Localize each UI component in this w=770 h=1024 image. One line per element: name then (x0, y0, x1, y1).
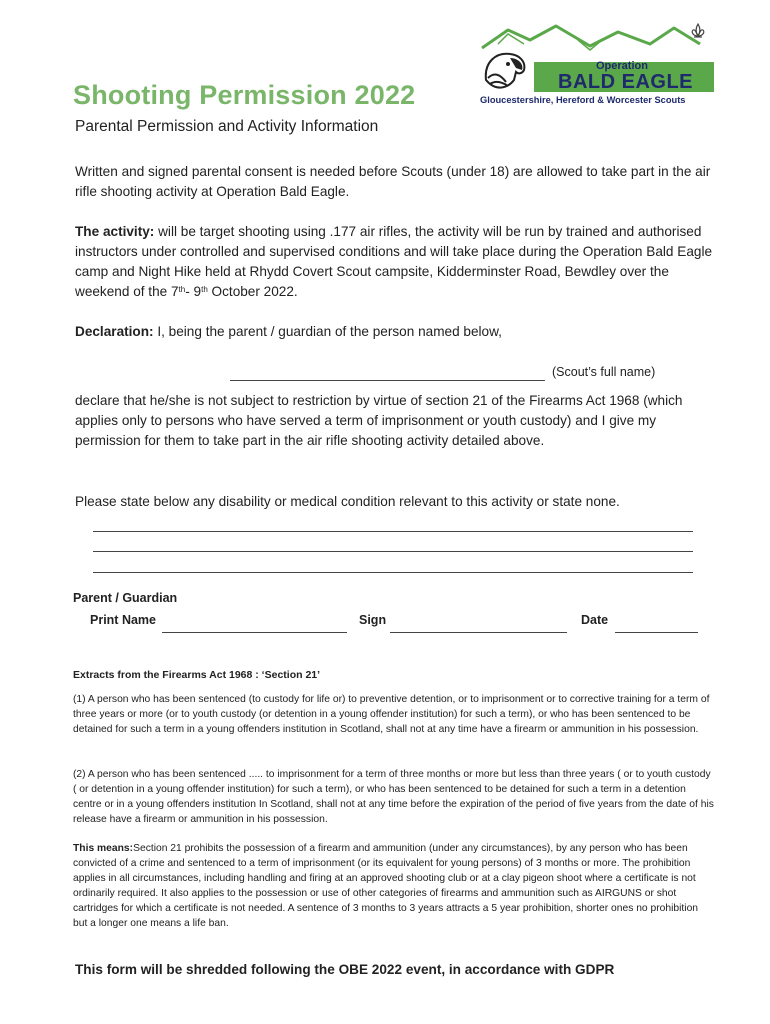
guardian-heading: Parent / Guardian (73, 591, 178, 605)
logo-operation-text: Operation (596, 60, 648, 72)
scout-name-hint: (Scout’s full name) (552, 365, 656, 379)
this-means-paragraph (73, 841, 715, 931)
this-means-text: Section 21 prohibits the possession of a firearm and ammunition (under any circumstances), by any person who has been convicted of a crime and sentenced to a term of imprisonment (or its equivalent for young persons) of 3 months or more. The prohibition applies in all circumstances, including handling and firing at an approved shooting club or at a clay pigeon shoot where a certificate is not ordinarily required. It also applies to the possession or use of other categories of firearms and ammunition such as AIRGUNS or shot cartridges for which a certificate is not needed. A sentence of 3 months to 3 years attracts a 5 year prohibition, shorter ones no prohibition but a longer one means a life ban. (73, 843, 699, 929)
scout-name-field[interactable] (230, 380, 545, 381)
activity-sup-2: th (201, 285, 208, 294)
logo-name-text: BALD EAGLE (558, 71, 693, 93)
logo-region-text: Gloucestershire, Hereford & Worcester Scouts (480, 95, 686, 105)
operation-bald-eagle-logo (478, 22, 718, 108)
activity-text-c: October 2022. (207, 284, 298, 299)
declaration-lead: Declaration: (75, 324, 154, 339)
print-name-field[interactable] (162, 632, 347, 633)
page-subtitle: Parental Permission and Activity Information (75, 118, 379, 135)
date-field[interactable] (615, 632, 698, 633)
date-label: Date (581, 613, 609, 627)
print-name-label: Print Name (90, 613, 156, 627)
medical-line-2[interactable] (93, 551, 693, 552)
medical-prompt: Please state below any disability or medical condition relevant to this activity or state none. (75, 494, 620, 509)
medical-line-3[interactable] (93, 572, 693, 573)
activity-lead: The activity: (75, 224, 155, 239)
medical-line-1[interactable] (93, 531, 693, 532)
declaration-line (75, 322, 725, 342)
activity-text-a: will be target shooting using .177 air rifles, the activity will be run by trained and authorised instructors under controlled and supervised conditions and will take place during the Operation Bald Eagle camp and Night Hike held at Rhydd Covert Scout campsite, Kidderminster Road, Bewdley over the weekend of the 7 (75, 224, 713, 299)
eagle-head-icon (486, 54, 525, 88)
fleur-de-lis-icon (692, 24, 704, 37)
sign-label: Sign (359, 613, 387, 627)
this-means-lead: This means: (73, 843, 134, 854)
intro-paragraph: Written and signed parental consent is needed before Scouts (under 18) are allowed to take part in the air rifle shooting activity at Operation Bald Eagle. (75, 164, 711, 199)
gdpr-footer: This form will be shredded following the OBE 2022 event, in accordance with GDPR (75, 962, 615, 977)
declaration-text: I, being the parent / guardian of the person named below, (153, 324, 502, 339)
extract-paragraph-2: (2) A person who has been sentenced ..... to imprisonment for a term of three months or more but less than three years ( or to youth custody ( or detention in a young offender institution) for such a term), or who has been sentenced to be detained for such a term in a detention centre or in a young offenders institution In Scotland, shall not at any time before the expiration of the period of five years from the date of his release have a firearm or ammunition in his possession. (73, 769, 714, 825)
declaration-body: declare that he/she is not subject to restriction by virtue of section 21 of the Firearms Act 1968 (which applies only to persons who have served a term of imprisonment or youth custody) and I give my permission for them to take part in the air rifle shooting activity detailed above. (75, 393, 683, 448)
extracts-heading: Extracts from the Firearms Act 1968 : ‘Section 21’ (73, 669, 321, 681)
sign-field[interactable] (390, 632, 567, 633)
activity-paragraph (75, 222, 725, 302)
activity-sup-1: th (178, 285, 186, 294)
extract-paragraph-1: (1) A person who has been sentenced (to custody for life or) to preventive detention, or to imprisonment or to corrective training for a term of three years or more (or to youth custody (or detention in a young offender institution) for such a term), or who has been sentenced to be detained for such a term in a young offenders institution in Scotland, shall not at any time have a firearm or ammunition in his possession. (73, 694, 710, 735)
activity-text-b: - 9 (185, 284, 202, 299)
page-title: Shooting Permission 2022 (73, 80, 416, 110)
